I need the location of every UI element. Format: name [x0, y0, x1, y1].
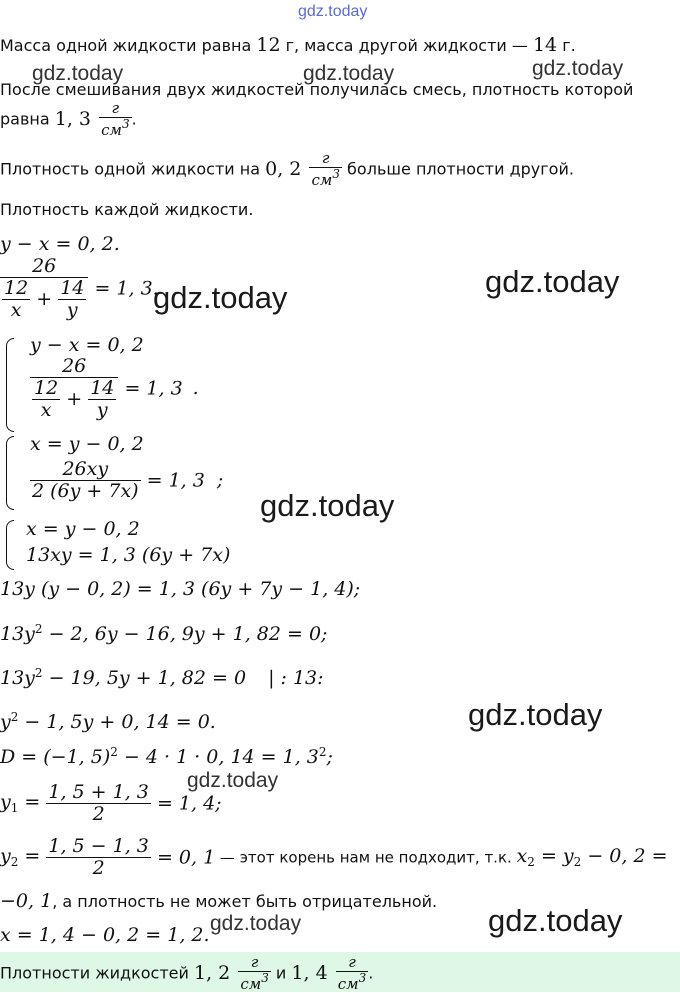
system-brace	[6, 436, 14, 510]
watermark: gdz.today	[187, 769, 279, 792]
answer-line: Плотности жидкостей 1, 2 $\frac{г}{см^3}$ и 1, 4 $\frac{г}{см^3}$ .	[0, 953, 374, 993]
equation: x = y − 0, 2	[26, 518, 140, 540]
watermark: gdz.today	[532, 57, 624, 80]
watermark: gdz.today	[210, 912, 302, 935]
problem-line-5: Плотность каждой жидкости.	[0, 200, 254, 219]
watermark: gdz.today	[298, 3, 368, 20]
equation: $y_2$ = $\frac{1, 5 - 1, 3}{2}$ = 0, 1 — этот корень нам не подходит, т.к. $x_2 = y_2 - 0$, 2 =	[0, 835, 668, 879]
equation: 13xy = 1, 3 (6y + 7x)	[26, 544, 231, 566]
watermark: gdz.today	[303, 62, 395, 85]
watermark: gdz.today	[32, 62, 124, 85]
watermark: gdz.today	[488, 903, 623, 938]
equation: y − x = 0, 2	[30, 334, 144, 356]
equation: $\frac{26xy}{2 (6y + 7x)}$ = 1, 3 ;	[32, 458, 224, 502]
watermark: gdz.today	[260, 488, 395, 523]
equation: 26 $\frac{12}{x}$ + $\frac{14}{y}$ = 1, 3.	[0, 256, 159, 321]
system-brace	[6, 520, 14, 570]
equation: $13y^2 - 2$, 6y − 16, 9y + 1, 82 = 0;	[0, 622, 328, 645]
problem-line-1: Масса одной жидкости равна 12 г, масса другой жидкости — 14 г.	[0, 34, 576, 56]
problem-line-4: Плотность одной жидкости на 0, 2 $\frac{г}{см^3}$ больше плотности другой.	[0, 149, 574, 189]
watermark: gdz.today	[153, 280, 288, 315]
equation: x = y − 0, 2	[30, 433, 144, 455]
equation: $y^2 - 1$, 5y + 0, 14 = 0.	[0, 710, 216, 733]
equation: D = (−1, 5)$^2$ − 4 · 1 · 0, 14 = 1, $3^2$;	[0, 745, 333, 768]
equation: x = 1, 4 − 0, 2 = 1, 2.	[0, 924, 210, 946]
equation: −0, 1, а плотность не может быть отрицательной.	[0, 890, 438, 912]
system-brace	[6, 338, 14, 432]
equation: $13y^2 - 19$, 5y + 1, 82 = 0 | : 13:	[0, 666, 324, 689]
equation: y − x = 0, 2.	[0, 233, 120, 255]
equation: 13y (y − 0, 2) = 1, 3 (6y + 7y − 1, 4);	[0, 578, 361, 600]
watermark: gdz.today	[485, 264, 620, 299]
problem-line-3: равна 1, 3 $\frac{г}{см^3}$ .	[0, 99, 137, 139]
watermark: gdz.today	[468, 697, 603, 732]
equation: 26 $\frac{12}{x}$ + $\frac{14}{y}$ = 1, 3 .	[30, 356, 199, 421]
equation: $y_1$ = $\frac{1, 5 + 1, 3}{2}$ = 1, 4;	[0, 781, 222, 825]
problem-line-2: После смешивания двух жидкостей получилась смесь, плотность которой	[0, 80, 634, 99]
